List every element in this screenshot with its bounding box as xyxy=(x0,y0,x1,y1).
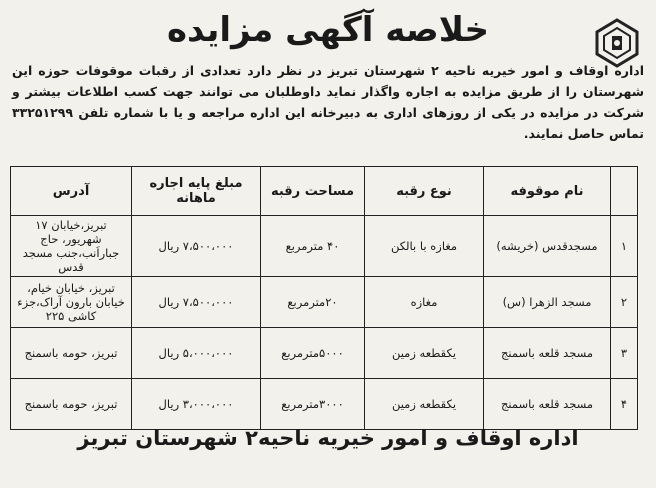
endowment-name: مسجدقدس (خریشه) xyxy=(484,216,611,277)
address: تبریز، حومه باسمنج xyxy=(11,328,132,379)
property-type: مغازه با بالکن xyxy=(365,216,484,277)
property-type: یکقطعه زمین xyxy=(365,328,484,379)
property-type: یکقطعه زمین xyxy=(365,379,484,430)
footer-organization: اداره اوقاف و امور خیریه ناحیه۲ شهرستان تبریز xyxy=(77,426,579,450)
property-area: ۲۰مترمربع xyxy=(261,277,365,328)
property-area: ۳۰۰۰مترمربع xyxy=(261,379,365,430)
endowment-name: مسجد قلعه باسمنج xyxy=(484,379,611,430)
table-row xyxy=(11,216,638,277)
intro-paragraph: اداره اوقاف و امور خیریه ناحیه ۲ شهرستان تبریز در نظر دارد تعدادی از رقبات موقوفات حوزه این شهرستان را از طریق مزایده به اجاره واگذار نماید داوطلبان می توانند جهت کسب اطلاعات بیشتر و شرکت در مزایده در یکی از روزهای اداری به دبیرخانه این اداره مراجعه و یا با شماره تلفن ۳۳۲۵۱۲۹۹ تماس حاصل نمایند. xyxy=(12,63,644,141)
page-title: خلاصه آگهی مزایده xyxy=(166,10,490,50)
address: تبریز، حومه باسمنج xyxy=(11,379,132,430)
property-area: ۵۰۰۰مترمربع xyxy=(261,328,365,379)
table-row xyxy=(11,379,638,430)
row-number: ۱ xyxy=(611,216,638,277)
monthly-rent: ۷،۵۰۰،۰۰۰ ریال xyxy=(132,277,261,328)
auction-table xyxy=(10,166,638,430)
header-area: مساحت رقبه xyxy=(261,167,365,216)
table-row xyxy=(11,328,638,379)
header-number xyxy=(611,167,638,216)
property-type: مغازه xyxy=(365,277,484,328)
header-address: آدرس xyxy=(11,167,132,216)
row-number: ۳ xyxy=(611,328,638,379)
table-row xyxy=(11,277,638,328)
row-number: ۴ xyxy=(611,379,638,430)
monthly-rent: ۵،۰۰۰،۰۰۰ ریال xyxy=(132,328,261,379)
address: تبریز،خیابان ۱۷ شهریور، حاج جباراَنب،جنب مسجد قدس xyxy=(11,216,132,277)
monthly-rent: ۷،۵۰۰،۰۰۰ ریال xyxy=(132,216,261,277)
endowment-name: مسجد الزهرا (س) xyxy=(484,277,611,328)
table-header-row xyxy=(11,167,638,216)
property-area: ۴۰ مترمربع xyxy=(261,216,365,277)
address: تبریز، خیابان خیام، خیابان بارون آراک،جزء کاشی ۲۲۵ xyxy=(11,277,132,328)
header-monthly-rent: مبلغ پایه اجاره ماهانه xyxy=(132,167,261,216)
row-number: ۲ xyxy=(611,277,638,328)
header-endowment-name: نام موقوفه xyxy=(484,167,611,216)
header-property-type: نوع رقبه xyxy=(365,167,484,216)
monthly-rent: ۳،۰۰۰،۰۰۰ ریال xyxy=(132,379,261,430)
endowment-name: مسجد قلعه باسمنج xyxy=(484,328,611,379)
